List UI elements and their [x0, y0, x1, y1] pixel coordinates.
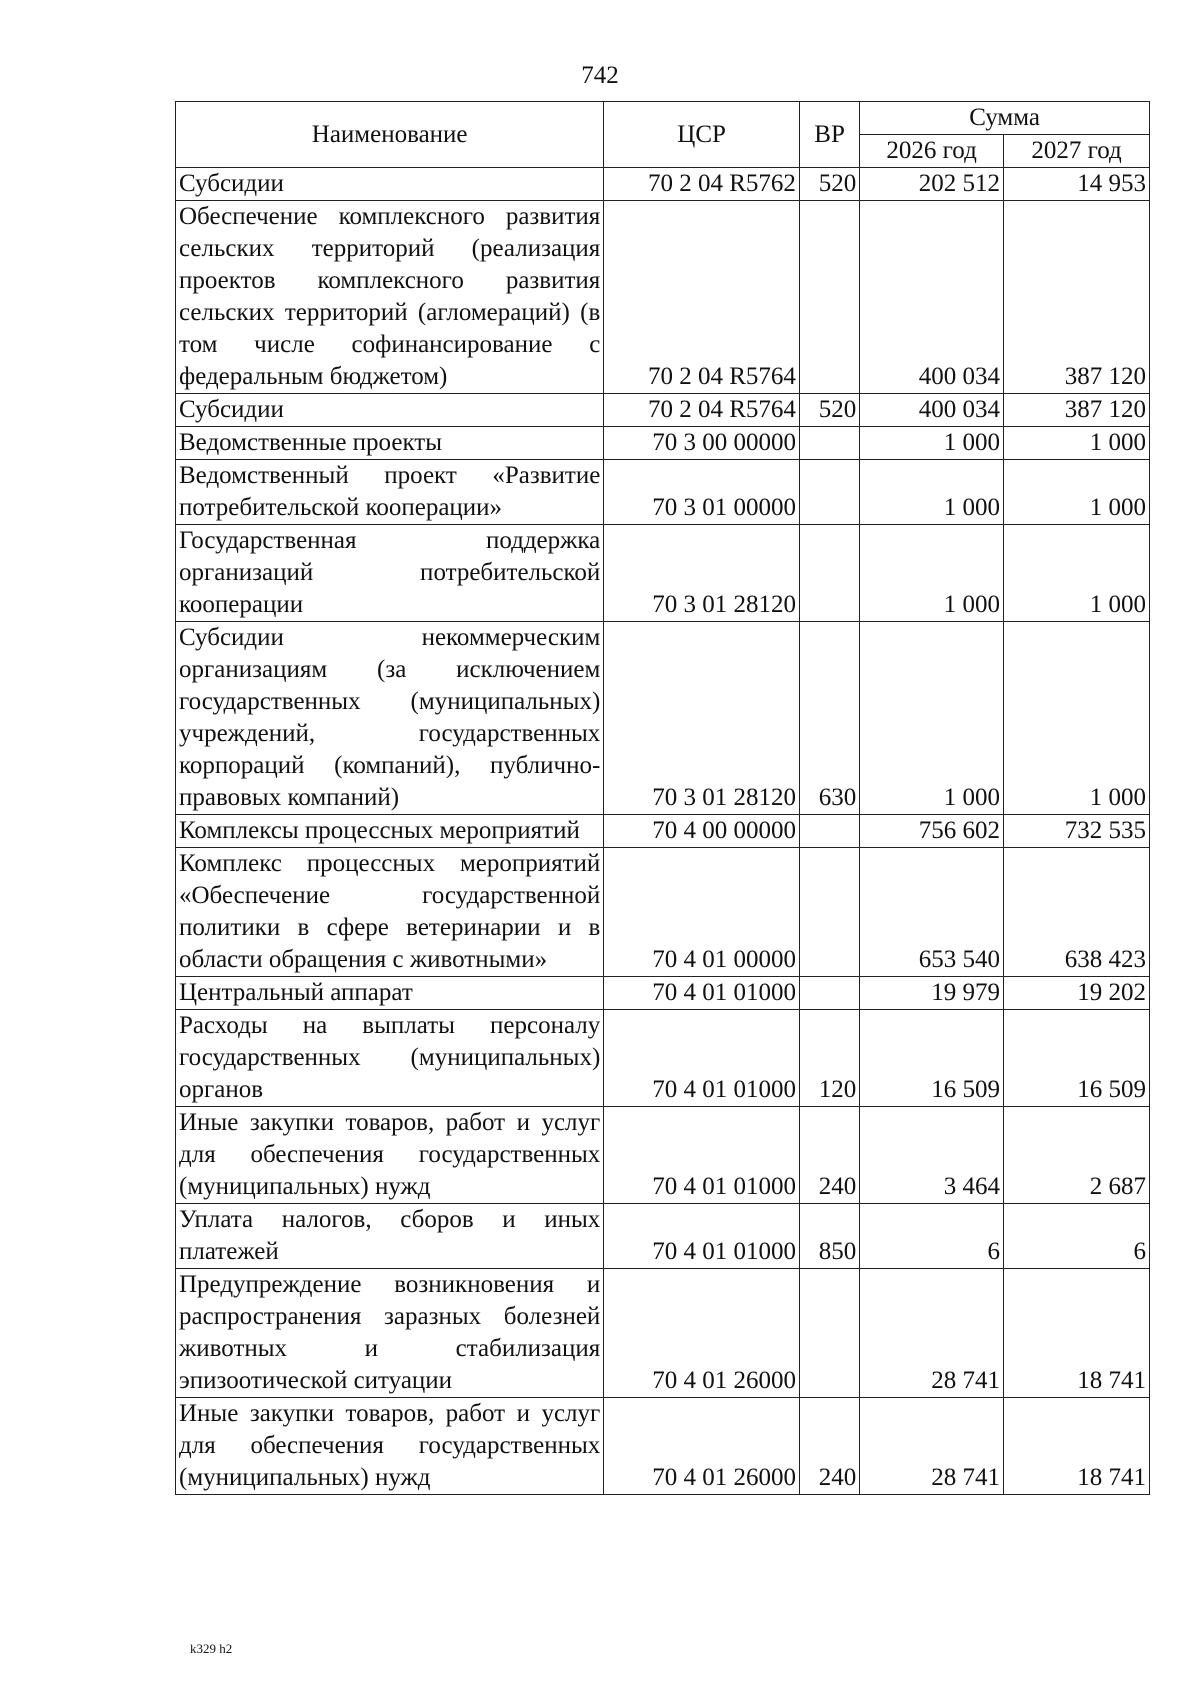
- row-vr: 850: [799, 1204, 859, 1269]
- row-name: Ведомственный проект «Развитие потребительской кооперации»: [176, 460, 604, 525]
- row-name: Государственная поддержка организаций потребительской кооперации: [176, 525, 604, 622]
- row-amount-2027: 1 000: [1004, 460, 1150, 525]
- row-amount-2027: 1 000: [1004, 622, 1150, 815]
- row-amount-2027: 16 509: [1004, 1010, 1150, 1107]
- row-amount-2026: 1 000: [860, 460, 1004, 525]
- row-vr: [799, 977, 859, 1010]
- row-name: Иные закупки товаров, работ и услуг для обеспечения государственных (муниципальных) нужд: [176, 1107, 604, 1204]
- row-amount-2026: 3 464: [860, 1107, 1004, 1204]
- row-name: Субсидии: [176, 168, 604, 201]
- table-row: [176, 168, 1150, 201]
- row-vr: 120: [799, 1010, 859, 1107]
- row-csr: 70 3 01 28120: [604, 622, 800, 815]
- row-vr: [799, 460, 859, 525]
- table-row: [176, 1398, 1150, 1495]
- row-name: Субсидии: [176, 394, 604, 427]
- row-amount-2027: 18 741: [1004, 1269, 1150, 1398]
- row-vr: [799, 525, 859, 622]
- row-amount-2026: 28 741: [860, 1398, 1004, 1495]
- row-csr: 70 4 01 01000: [604, 1204, 800, 1269]
- row-amount-2026: 400 034: [860, 201, 1004, 394]
- row-csr: 70 4 01 26000: [604, 1269, 800, 1398]
- table-row: [176, 1107, 1150, 1204]
- row-vr: [799, 427, 859, 460]
- row-csr: 70 4 01 26000: [604, 1398, 800, 1495]
- table-row: [176, 525, 1150, 622]
- table-row: [176, 815, 1150, 848]
- row-csr: 70 2 04 R5762: [604, 168, 800, 201]
- header-name: Наименование: [176, 102, 604, 168]
- row-amount-2026: 756 602: [860, 815, 1004, 848]
- row-amount-2026: 16 509: [860, 1010, 1004, 1107]
- row-amount-2027: 6: [1004, 1204, 1150, 1269]
- table-body: [176, 168, 1150, 1495]
- row-name: Ведомственные проекты: [176, 427, 604, 460]
- table-row: [176, 622, 1150, 815]
- table-row: [176, 977, 1150, 1010]
- header-vr: ВР: [799, 102, 859, 168]
- table-row: [176, 201, 1150, 394]
- table-row: [176, 394, 1150, 427]
- row-amount-2026: 28 741: [860, 1269, 1004, 1398]
- row-amount-2026: 400 034: [860, 394, 1004, 427]
- row-amount-2027: 732 535: [1004, 815, 1150, 848]
- row-csr: 70 3 01 00000: [604, 460, 800, 525]
- row-csr: 70 2 04 R5764: [604, 394, 800, 427]
- footer-code: k329 h2: [190, 1641, 233, 1656]
- row-vr: 630: [799, 622, 859, 815]
- row-csr: 70 4 01 01000: [604, 1010, 800, 1107]
- table-row: [176, 848, 1150, 977]
- row-vr: [799, 201, 859, 394]
- row-csr: 70 3 00 00000: [604, 427, 800, 460]
- row-name: Комплекс процессных мероприятий «Обеспечение государственной политики в сфере ветеринарии и в области обращения с животными»: [176, 848, 604, 977]
- row-name: Иные закупки товаров, работ и услуг для обеспечения государственных (муниципальных) нужд: [176, 1398, 604, 1495]
- row-name: Центральный аппарат: [176, 977, 604, 1010]
- row-csr: 70 4 01 01000: [604, 977, 800, 1010]
- row-amount-2027: 387 120: [1004, 201, 1150, 394]
- row-vr: 240: [799, 1398, 859, 1495]
- row-name: Предупреждение возникновения и распространения заразных болезней животных и стабилизация эпизоотической ситуации: [176, 1269, 604, 1398]
- row-vr: 240: [799, 1107, 859, 1204]
- row-amount-2026: 19 979: [860, 977, 1004, 1010]
- row-amount-2026: 6: [860, 1204, 1004, 1269]
- row-amount-2027: 14 953: [1004, 168, 1150, 201]
- header-csr: ЦСР: [604, 102, 800, 168]
- table-row: [176, 1204, 1150, 1269]
- row-vr: [799, 1269, 859, 1398]
- row-amount-2027: 387 120: [1004, 394, 1150, 427]
- row-vr: 520: [799, 168, 859, 201]
- row-csr: 70 2 04 R5764: [604, 201, 800, 394]
- row-vr: [799, 848, 859, 977]
- row-csr: 70 4 01 00000: [604, 848, 800, 977]
- row-amount-2026: 202 512: [860, 168, 1004, 201]
- row-csr: 70 4 00 00000: [604, 815, 800, 848]
- row-name: Расходы на выплаты персоналу государственных (муниципальных) органов: [176, 1010, 604, 1107]
- row-amount-2027: 638 423: [1004, 848, 1150, 977]
- row-amount-2026: 653 540: [860, 848, 1004, 977]
- table-row: [176, 1269, 1150, 1398]
- row-amount-2026: 1 000: [860, 622, 1004, 815]
- row-amount-2027: 1 000: [1004, 525, 1150, 622]
- row-csr: 70 3 01 28120: [604, 525, 800, 622]
- budget-table: [175, 101, 1150, 1495]
- row-amount-2027: 18 741: [1004, 1398, 1150, 1495]
- table-row: [176, 427, 1150, 460]
- header-year-2027: 2027 год: [1004, 135, 1150, 168]
- row-name: Субсидии некоммерческим организациям (за исключением государственных (муниципальных) учреждений, государственных корпораций (компаний), публично-правовых компаний): [176, 622, 604, 815]
- row-vr: 520: [799, 394, 859, 427]
- page-number: 742: [581, 62, 619, 89]
- row-amount-2027: 19 202: [1004, 977, 1150, 1010]
- row-name: Уплата налогов, сборов и иных платежей: [176, 1204, 604, 1269]
- row-csr: 70 4 01 01000: [604, 1107, 800, 1204]
- row-amount-2027: 1 000: [1004, 427, 1150, 460]
- row-amount-2027: 2 687: [1004, 1107, 1150, 1204]
- row-name: Комплексы процессных мероприятий: [176, 815, 604, 848]
- header-sum: Сумма: [860, 102, 1150, 135]
- row-amount-2026: 1 000: [860, 427, 1004, 460]
- table-header: [176, 102, 1150, 168]
- table-row: [176, 460, 1150, 525]
- row-name: Обеспечение комплексного развития сельских территорий (реализация проектов комплексного развития сельских территорий (агломераций) (в том числе софинансирование с федеральным бюджетом): [176, 201, 604, 394]
- table-row: [176, 1010, 1150, 1107]
- row-vr: [799, 815, 859, 848]
- header-year-2026: 2026 год: [860, 135, 1004, 168]
- row-amount-2026: 1 000: [860, 525, 1004, 622]
